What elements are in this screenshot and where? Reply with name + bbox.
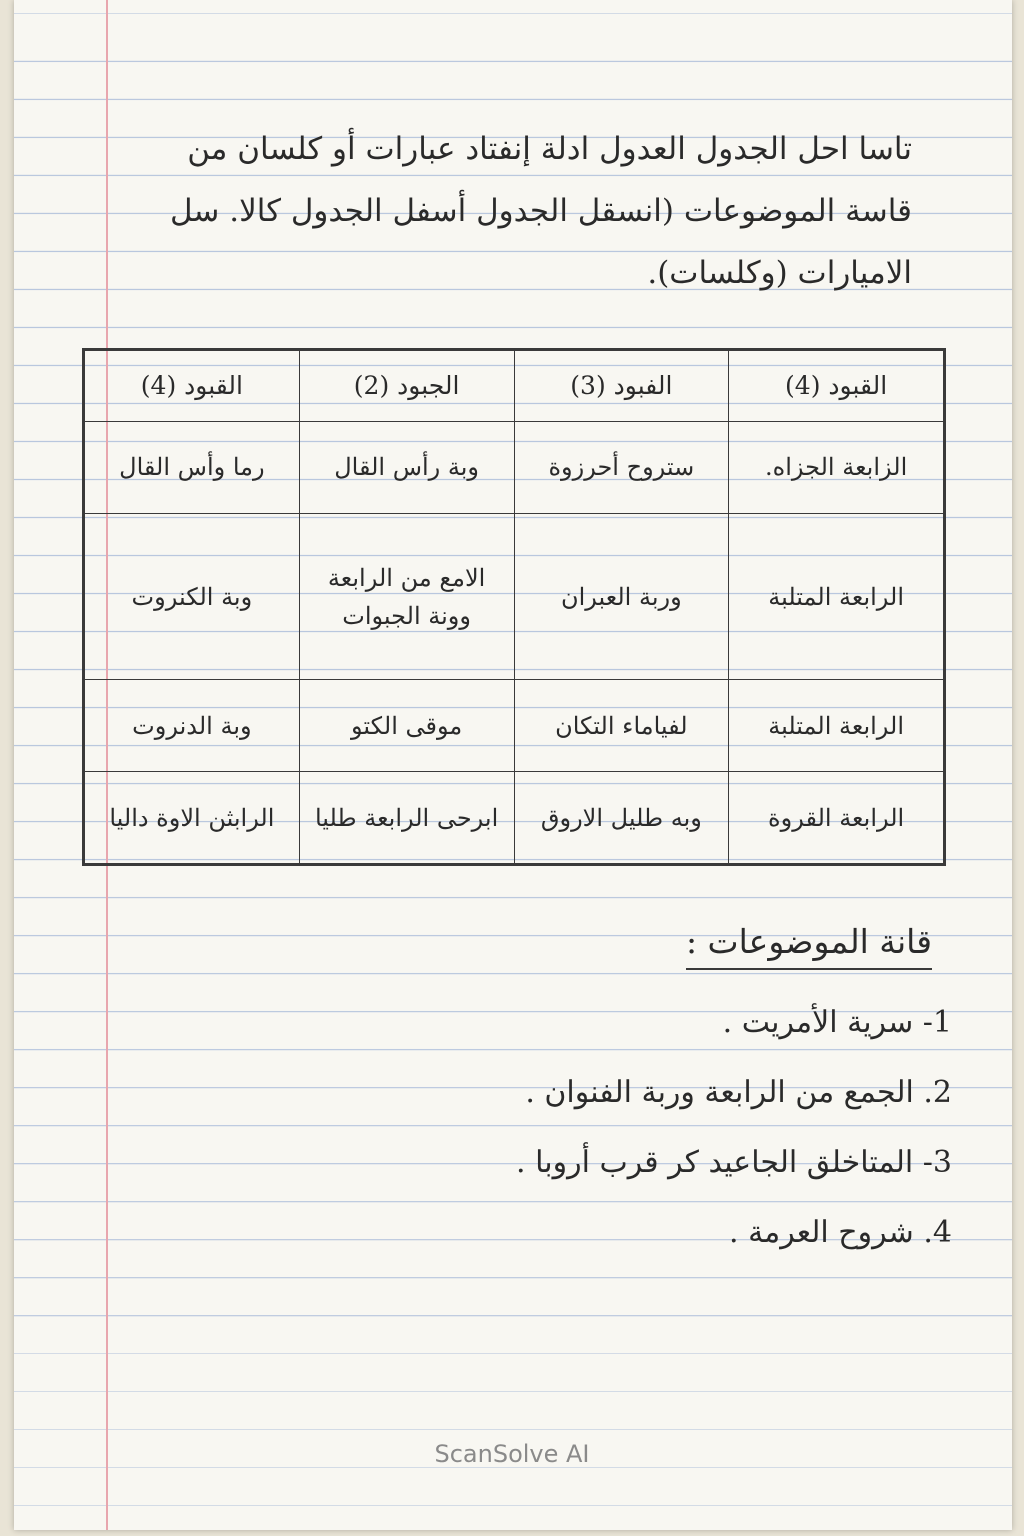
table-row (85, 772, 944, 864)
list-item: 1- سرية الأمريت . (722, 1005, 952, 1040)
table-cell: الرابعة القروة (729, 772, 944, 864)
table-cell: ابرحى الرابعة طليا (299, 772, 514, 864)
table-cell: وبة الدنروت (85, 680, 300, 772)
header-cell: الجبود (2) (299, 351, 514, 422)
table-row (85, 680, 944, 772)
table-cell: لفياماء التكان (514, 680, 729, 772)
header-cell: الفبود (3) (514, 351, 729, 422)
table-cell: وبه طليل الاروق (514, 772, 729, 864)
header-cell: القبود (4) (729, 351, 944, 422)
table-header-row (85, 351, 944, 422)
list-item: 3- المتاخلق الجاعيد كر قرب أروبا . (516, 1145, 952, 1180)
table-grid (84, 350, 944, 864)
table-cell: وبة رأس القال (299, 422, 514, 514)
list-item: 2. الجمع من الرابعة وربة الفنوان . (525, 1075, 952, 1110)
list-item: 4. شروح العرمة . (729, 1215, 952, 1250)
table-cell: موقى الكتو (299, 680, 514, 772)
intro-paragraph: تاسا احل الجدول العدول ادلة إنفتاد عبارات أو كلسان من قاسة الموضوعات (انسقل الجدول أسفل الجدول كالا. سل الاميارات (وكلسات). (169, 131, 912, 291)
topics-list (192, 998, 952, 1278)
scansolve-watermark: ScanSolve AI (434, 1440, 590, 1468)
table-cell: وربة العبران (514, 513, 729, 679)
table-cell: وبة الكنروت (85, 513, 300, 679)
table-cell: الرابعة المتلبة (729, 680, 944, 772)
handwritten-table (82, 348, 946, 866)
table-cell: الرابعة المتلبة (729, 513, 944, 679)
header-cell: القبود (4) (85, 351, 300, 422)
table-cell: رما وأس القال (85, 422, 300, 514)
table-cell: الزابعة الجزاه. (729, 422, 944, 514)
table-cell: ستروح أحرزوة (514, 422, 729, 514)
table-cell: الامع من الرابعة وونة الجبوات (299, 513, 514, 679)
table-row (85, 422, 944, 514)
topics-heading: قانة الموضوعات : (686, 918, 932, 970)
table-cell: الرابثن الاوة داليا (85, 772, 300, 864)
table-row (85, 513, 944, 679)
